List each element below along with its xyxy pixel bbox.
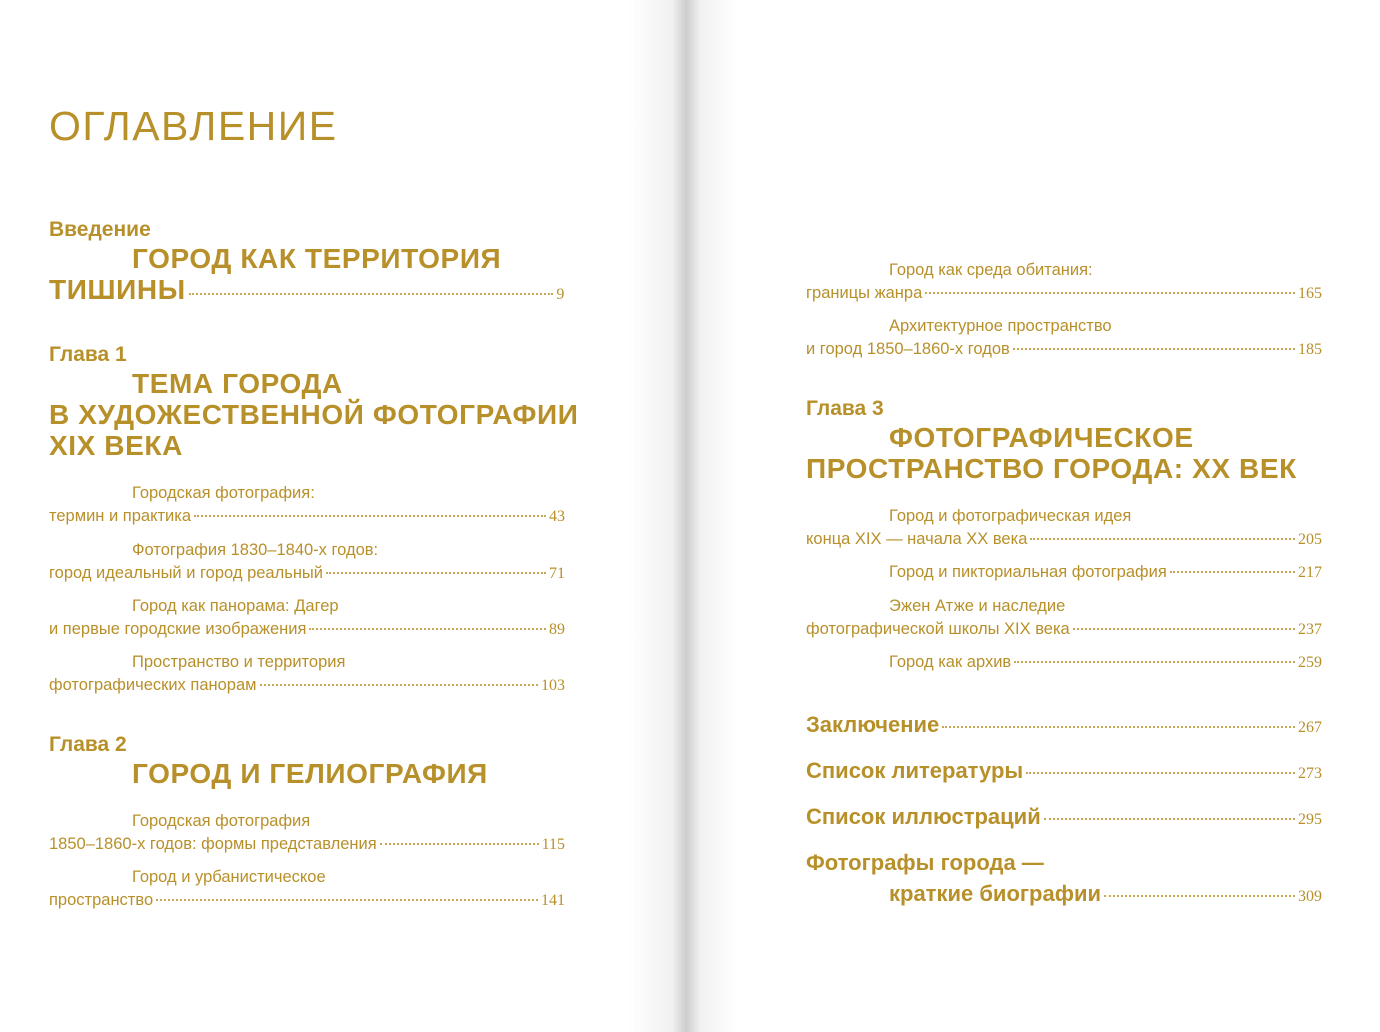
intro-title[interactable] xyxy=(49,243,565,310)
entry-line1: Фотографы города — xyxy=(806,850,1044,875)
entry-line1: Городская фотография xyxy=(132,812,311,830)
page-number: 43 xyxy=(549,508,565,525)
entry-line2: конца XIX — начала XX века xyxy=(806,530,1028,548)
intro-title-line2: ТИШИНЫ xyxy=(49,274,186,305)
entry-row xyxy=(806,561,1322,584)
intro-title-row xyxy=(49,274,565,310)
toc-entry[interactable] xyxy=(806,315,1322,361)
entry-row xyxy=(806,651,1322,674)
chapter3-title xyxy=(806,422,1297,484)
chapter1-title xyxy=(49,368,578,461)
entry-row xyxy=(806,338,1322,361)
chapter1-label: Глава 1 xyxy=(49,343,127,366)
entry-line2: и первые городские изображения xyxy=(49,620,307,638)
page-number: 273 xyxy=(1298,765,1322,782)
dot-leader xyxy=(309,628,546,630)
entry-line2: краткие биографии xyxy=(889,881,1102,906)
entry-line1: Фотография 1830–1840-х годов: xyxy=(132,541,379,559)
dot-leader xyxy=(326,572,546,574)
left-page xyxy=(0,0,684,1032)
entry-line2: Заключение xyxy=(806,712,940,737)
dot-leader xyxy=(260,684,539,686)
dot-leader xyxy=(194,515,546,517)
page-number: 259 xyxy=(1298,654,1322,671)
toc-entry[interactable] xyxy=(806,595,1322,641)
page-number: 237 xyxy=(1298,621,1322,638)
toc-entry[interactable] xyxy=(49,651,565,697)
entry-line1: Город как панорама: Дагер xyxy=(132,597,339,615)
entry-line2: границы жанра xyxy=(806,284,923,302)
entry-line2: фотографической школы XIX века xyxy=(806,620,1070,638)
chapter2-title-line1: ГОРОД И ГЕЛИОГРАФИЯ xyxy=(132,758,488,789)
entry-row xyxy=(49,618,565,641)
page-number: 141 xyxy=(541,892,565,909)
entry-line2: Город и пикториальная фотография xyxy=(889,563,1167,581)
dot-leader xyxy=(1104,895,1295,897)
entry-line2: Список литературы xyxy=(806,758,1024,783)
toc-entry[interactable] xyxy=(49,810,565,856)
toc-entry-illustrations[interactable] xyxy=(806,801,1322,835)
page-number: 165 xyxy=(1298,285,1322,302)
entry-row xyxy=(49,505,565,528)
dot-leader xyxy=(1170,571,1295,573)
page-number: 9 xyxy=(556,286,565,303)
entry-row xyxy=(49,833,565,856)
entry-row xyxy=(49,889,565,912)
entry-row xyxy=(49,674,565,697)
chapter1-title-line1: ТЕМА ГОРОДА xyxy=(132,368,343,399)
entry-line2: пространство xyxy=(49,891,154,909)
chapter3-title-line2: ПРОСТРАНСТВО ГОРОДА: XX ВЕК xyxy=(806,453,1297,484)
toc-entry[interactable] xyxy=(806,561,1322,584)
dot-leader xyxy=(1013,348,1295,350)
page-number: 295 xyxy=(1298,811,1322,828)
page-number: 89 xyxy=(549,621,565,638)
chapter3-title-line1: ФОТОГРАФИЧЕСКОЕ xyxy=(889,422,1194,453)
entry-line2: 1850–1860-х годов: формы представления xyxy=(49,835,377,853)
page-number: 115 xyxy=(541,836,565,853)
entry-row xyxy=(806,282,1322,305)
page-number: 309 xyxy=(1298,888,1322,905)
toc-heading: ОГЛАВЛЕНИЕ xyxy=(49,103,338,149)
chapter2-label: Глава 2 xyxy=(49,733,127,756)
entry-line1: Архитектурное пространство xyxy=(889,317,1112,335)
entry-line1: Городская фотография: xyxy=(132,484,315,502)
intro-label: Введение xyxy=(49,218,151,241)
toc-entry[interactable] xyxy=(806,505,1322,551)
dot-leader xyxy=(189,293,554,295)
dot-leader xyxy=(942,726,1295,728)
chapter3-label: Глава 3 xyxy=(806,397,884,420)
dot-leader xyxy=(156,899,538,901)
page-number: 205 xyxy=(1298,531,1322,548)
toc-entry[interactable] xyxy=(806,651,1322,674)
page-number: 267 xyxy=(1298,719,1322,736)
entry-row xyxy=(806,528,1322,551)
entry-line1: Пространство и территория xyxy=(132,653,346,671)
page-number: 185 xyxy=(1298,341,1322,358)
page-number: 217 xyxy=(1298,564,1322,581)
toc-entry-conclusion[interactable] xyxy=(806,709,1322,743)
toc-entry-photographers[interactable] xyxy=(806,847,1322,912)
entry-line2: город идеальный и город реальный xyxy=(49,564,324,582)
entry-line2: Город как архив xyxy=(889,653,1012,671)
page-number: 103 xyxy=(541,677,565,694)
toc-entry[interactable] xyxy=(49,539,565,585)
dot-leader xyxy=(1014,661,1295,663)
toc-entry[interactable] xyxy=(49,595,565,641)
entry-row xyxy=(49,562,565,585)
page-number: 71 xyxy=(549,565,565,582)
dot-leader xyxy=(1026,772,1295,774)
chapter1-title-line3: XIX ВЕКА xyxy=(49,430,183,461)
toc-entry[interactable] xyxy=(49,482,565,528)
entry-line1: Эжен Атже и наследие xyxy=(889,597,1066,615)
entry-line1: Город и фотографическая идея xyxy=(889,507,1132,525)
entry-row xyxy=(806,801,1322,835)
chapter2-title xyxy=(49,758,488,789)
intro-title-line1: ГОРОД КАК ТЕРРИТОРИЯ xyxy=(132,243,502,274)
dot-leader xyxy=(1044,818,1295,820)
dot-leader xyxy=(1073,628,1295,630)
entry-line2: термин и практика xyxy=(49,507,192,525)
dot-leader xyxy=(1030,538,1295,540)
toc-entry-bibliography[interactable] xyxy=(806,755,1322,789)
dot-leader xyxy=(925,292,1295,294)
toc-entry[interactable] xyxy=(806,259,1322,305)
entry-row xyxy=(806,878,1322,912)
entry-row xyxy=(806,618,1322,641)
entry-line1: Город и урбанистическое xyxy=(132,868,326,886)
entry-row xyxy=(806,709,1322,743)
entry-line1: Город как среда обитания: xyxy=(889,261,1093,279)
entry-line2: фотографических панорам xyxy=(49,676,257,694)
toc-entry[interactable] xyxy=(49,866,565,912)
dot-leader xyxy=(380,843,539,845)
entry-line2: Список иллюстраций xyxy=(806,804,1041,829)
right-page xyxy=(694,0,1380,1032)
entry-row xyxy=(806,755,1322,789)
chapter1-title-line2: В ХУДОЖЕСТВЕННОЙ ФОТОГРАФИИ xyxy=(49,399,579,430)
entry-line2: и город 1850–1860-х годов xyxy=(806,340,1010,358)
